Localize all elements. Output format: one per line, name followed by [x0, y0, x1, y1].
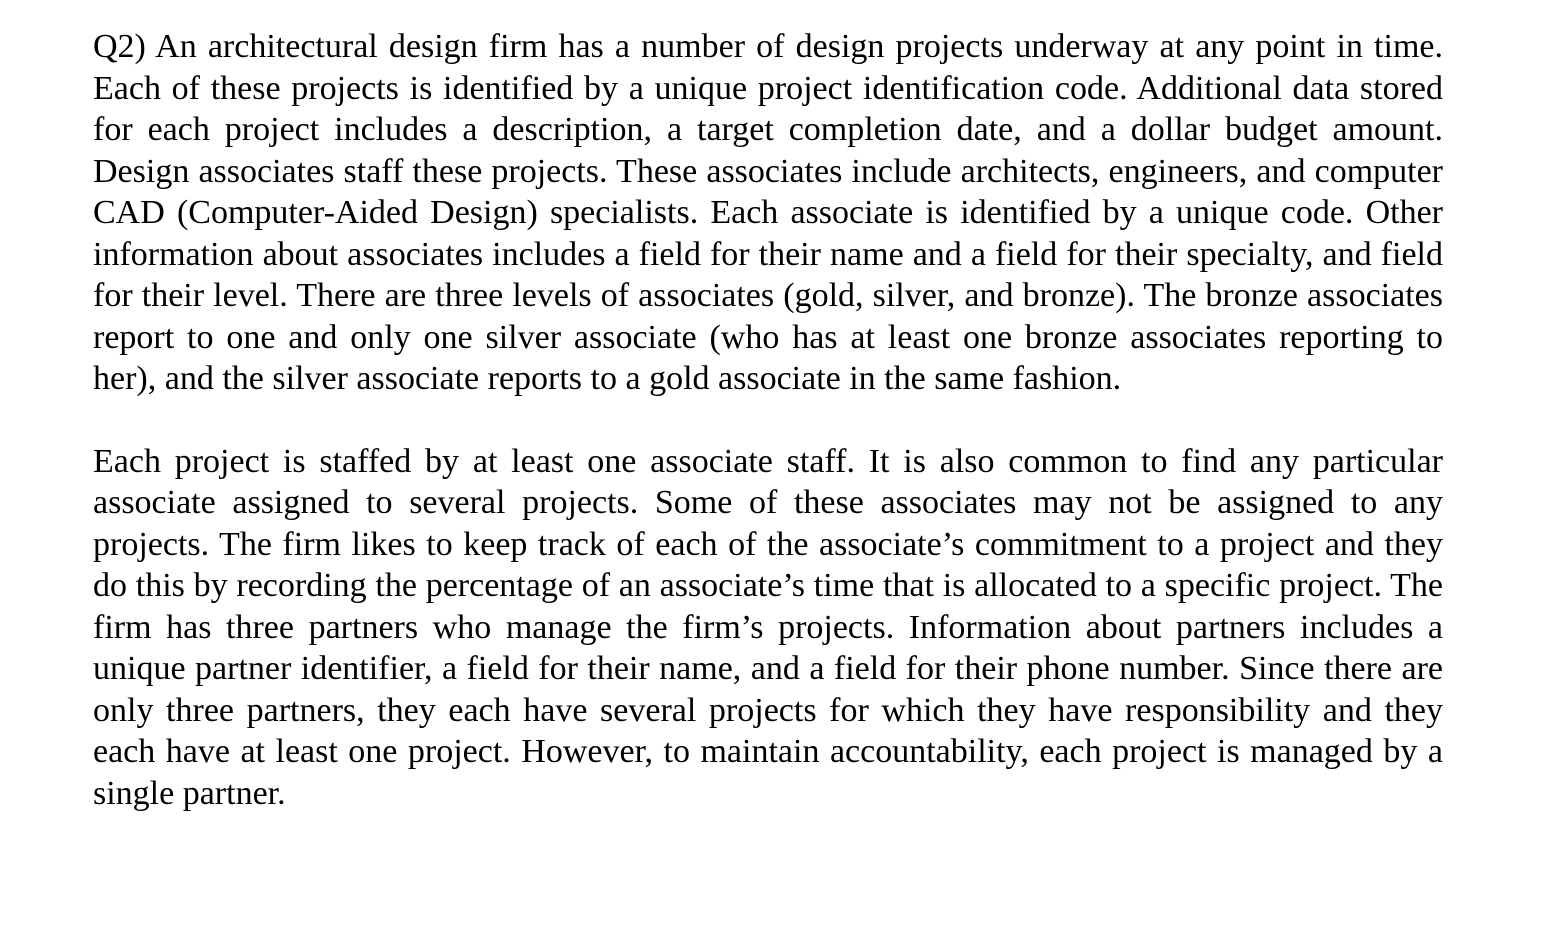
document-page — [93, 26, 1443, 814]
question-paragraph-2: Each project is staffed by at least one associate staff. It is also common to find any particular associate assigned to several projects. Some of these associates may not be assigned to any projects. The firm likes to keep track of each of the associate’s commitment to a project and they do this by recording the percentage of an associate’s time that is allocated to a specific project. The firm has three partners who manage the firm’s projects. Information about partners includes a unique partner identifier, a field for their name, and a field for their phone number. Since there are only three partners, they each have several projects for which they have responsibility and they each have at least one project. However, to maintain accountability, each project is managed by a single partner. — [93, 442, 1443, 812]
question-paragraph-1: Q2) An architectural design firm has a number of design projects underway at any point in time. Each of these projects is identified by a unique project identification code. Additional data stored for each project includes a description, a target completion date, and a dollar budget amount. Design associates staff these projects. These associates include architects, engineers, and computer CAD (Computer-Aided Design) specialists. Each associate is identified by a unique code. Other information about associates includes a field for their name and a field for their specialty, and field for their level. There are three levels of associates (gold, silver, and bronze). The bronze associates report to one and only one silver associate (who has at least one bronze associates reporting to her), and the silver associate reports to a gold associate in the same fashion. — [93, 28, 1443, 397]
